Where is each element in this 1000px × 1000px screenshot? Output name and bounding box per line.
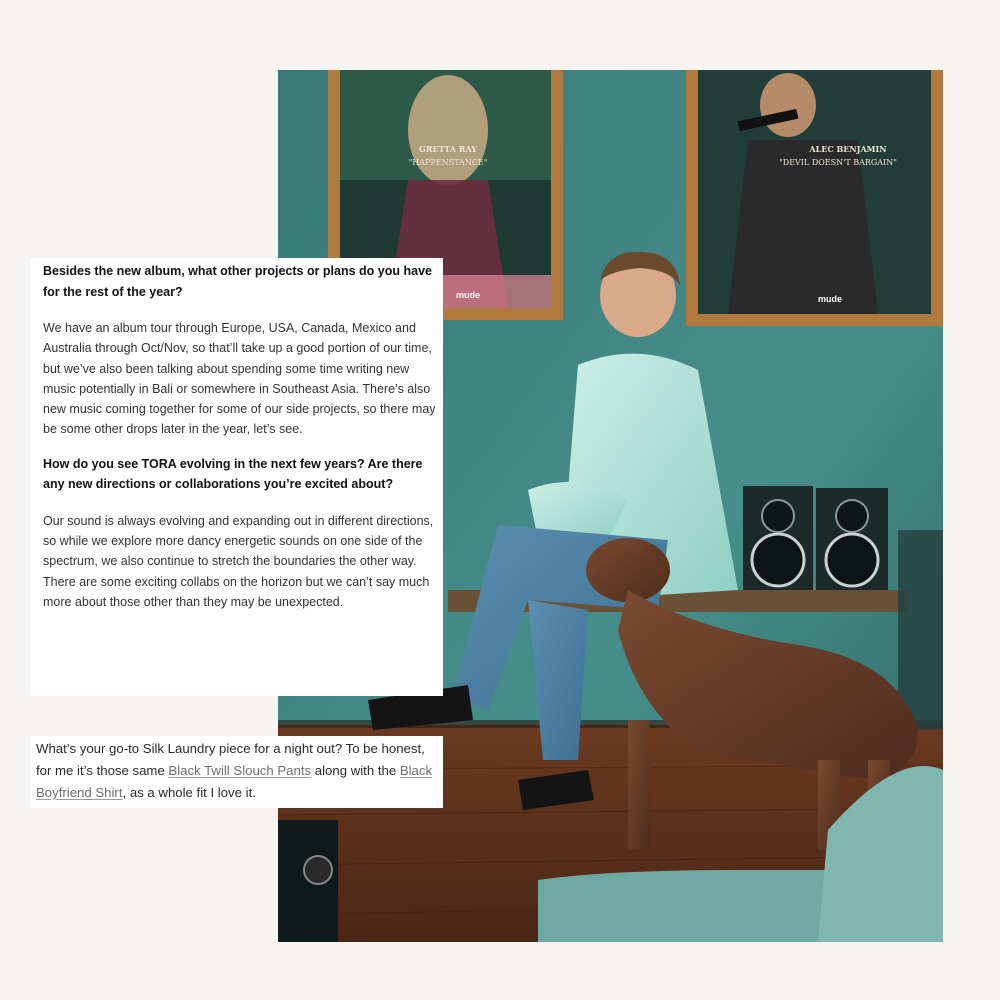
poster-left-title: "HAPPENSTANCE" <box>408 158 488 167</box>
poster-alec-benjamin <box>686 70 943 326</box>
poster-right-artist: ALEC BENJAMIN <box>809 144 887 154</box>
outfit-middle-text: along with the <box>311 763 400 778</box>
poster-right-brand: mude <box>817 294 843 304</box>
question-tora-evolving: How do you see TORA evolving in the next few years? Are there any new directions or collaborations you’re excited about? <box>43 456 423 492</box>
poster-left-brand: mude <box>455 290 481 300</box>
poster-left-artist: GRETTA RAY <box>419 144 477 154</box>
question-upcoming-plans: Besides the new album, what other projects or plans do you have for the rest of the year? <box>43 264 432 299</box>
interview-qa-card <box>30 258 443 696</box>
answer-upcoming-plans: We have an album tour through Europe, USA, Canada, Mexico and Australia through Oct/Nov, so that’ll take up a good portion of our time, but we’ve also been talking about spending some time writing new music potentially in Bali or somewhere in Southeast Asia. There’s also new music coming together for some of our side projects, so there may be some other drops later in the year, let’s see. <box>43 321 436 437</box>
outfit-outro-text: , as a whole fit I love it. <box>122 785 256 800</box>
poster-right-title: "DEVIL DOESN'T BARGAIN" <box>779 158 897 167</box>
outfit-paragraph <box>30 736 443 808</box>
link-black-boyfriend-shirt[interactable]: Black Boyfriend Shirt <box>36 763 433 800</box>
link-black-twill-slouch-pants[interactable]: Black Twill Slouch Pants <box>168 763 312 778</box>
answer-tora-evolving: Our sound is always evolving and expanding out in different directions, so while we explore more dancy energetic sounds on one side of the spectrum, we also continue to stretch the boundaries the other way. There are some exciting collabs on the horizon but we can’t say much more about those other than they may be unexpected. <box>43 513 434 609</box>
outfit-intro-text: What’s your go-to Silk Laundry piece for a night out? To be honest, for me it’s those same <box>36 741 425 778</box>
